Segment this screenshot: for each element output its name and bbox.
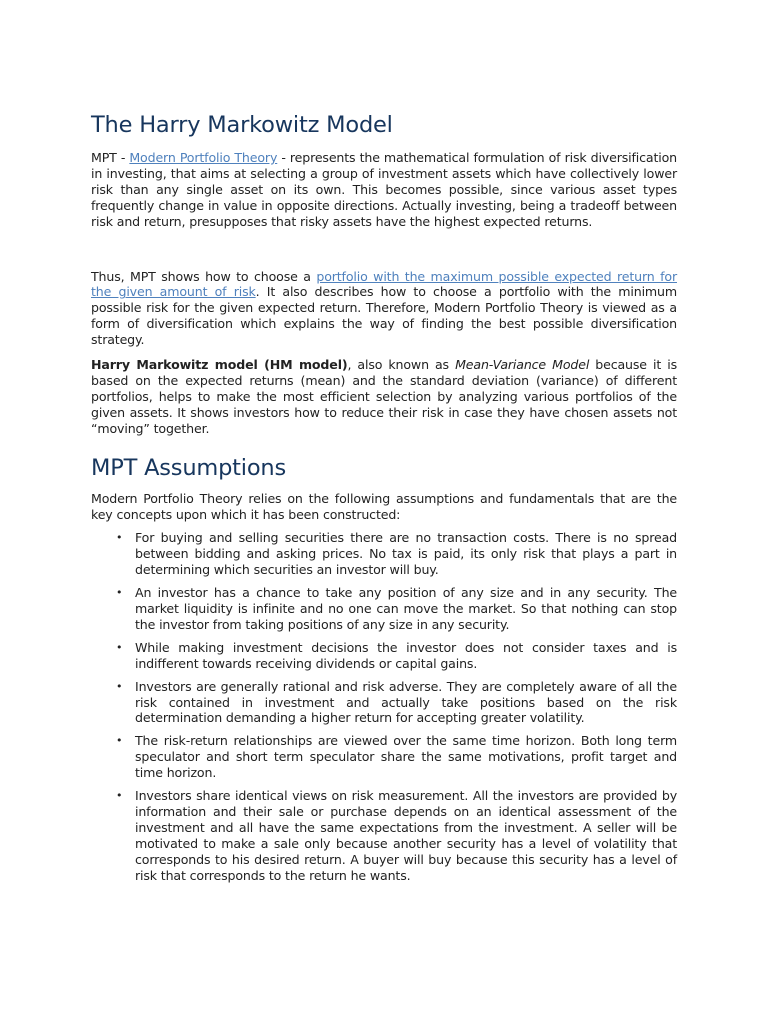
assumptions-heading: MPT Assumptions — [91, 454, 286, 481]
hm-model-term: Harry Markowitz model (HM model) — [91, 357, 348, 373]
list-item-text: The risk-return relationships are viewed over the same time horizon. Both long term speculator and short term speculator share the same motivations, profit target and time horizon. — [135, 733, 677, 781]
list-item — [116, 733, 677, 781]
bullet-icon: • — [116, 586, 123, 600]
mean-variance-term: Mean-Variance Model — [455, 357, 590, 373]
list-item — [116, 678, 677, 727]
hm-text-2: because it is based on the expected returns (mean) and the standard deviation (variance) of different portfolios, helps to make the most efficient selection by analyzing various portfolios of the given assets. It shows investors how to reduce their risk in case they have chosen assets not “moving” together. — [91, 357, 677, 436]
intro-paragraph — [91, 150, 677, 230]
hm-text-1: , also known as — [347, 357, 456, 373]
thus-prefix: Thus, MPT shows how to choose a — [91, 268, 317, 284]
max-expected-return-link[interactable]: portfolio with the maximum possible expected return for the given amount of risk — [91, 268, 677, 300]
bullet-icon: • — [116, 789, 123, 803]
hm-model-paragraph — [91, 357, 677, 437]
assumptions-intro: Modern Portfolio Theory relies on the following assumptions and fundamentals that are the key concepts upon which it has been constructed: — [91, 490, 677, 522]
list-item — [116, 585, 677, 633]
document-page — [91, 108, 677, 891]
list-item-text: An investor has a chance to take any position of any size and in any security. The market liquidity is infinite and no one can move the market. So that nothing can stop the investor from taking positions of any size in any security. — [135, 585, 677, 632]
bullet-icon: • — [116, 531, 123, 545]
list-item — [116, 530, 677, 578]
list-item-text: For buying and selling securities there are no transaction costs. There is no spread between bidding and asking prices. No tax is paid, its only risk that plays a part in determining which securities an investor will buy. — [135, 530, 677, 578]
bullet-icon: • — [116, 679, 123, 693]
bullet-icon: • — [116, 640, 123, 654]
assumptions-list — [91, 530, 677, 883]
list-item-text: Investors are generally rational and risk adverse. They are completely aware of all the risk contained in investment and actually take positions based on the risk determination demanding a higher return for accepting greater volatility. — [135, 678, 677, 726]
thus-text: . It also describes how to choose a portfolio with the minimum possible risk for the given expected return. Therefore, Modern Portfolio Theory is viewed as a form of diversification which explains the way of finding the best possible diversification strategy. — [91, 284, 677, 348]
modern-portfolio-theory-link[interactable]: Modern Portfolio Theory — [129, 150, 278, 165]
intro-prefix: MPT - — [91, 150, 126, 165]
list-item — [116, 639, 677, 672]
list-item — [116, 788, 677, 883]
list-item-text: Investors share identical views on risk measurement. All the investors are provided by information and their sale or purchase depends on an identical assessment of the investment and all have the same expectations from the investment. A seller will be motivated to make a sale only because another security has a level of volatility that corresponds to his desired return. A buyer will buy because this security has a level of risk that corresponds to the return he wants. — [135, 788, 677, 883]
bullet-icon: • — [116, 734, 123, 748]
intro-text: - represents the mathematical formulation of risk diversification in investing, that aims at selecting a group of investment assets which have collectively lower risk than any single asset on its own. This becomes possible, since various asset types frequently change in value in opposite directions. Actually investing, being a tradeoff between risk and return, presupposes that risky assets have the highest expected returns. — [91, 150, 677, 229]
list-item-text: While making investment decisions the investor does not consider taxes and is indifferent towards receiving dividends or capital gains. — [135, 639, 677, 671]
page-title: The Harry Markowitz Model — [91, 112, 393, 138]
thus-paragraph — [91, 269, 677, 349]
